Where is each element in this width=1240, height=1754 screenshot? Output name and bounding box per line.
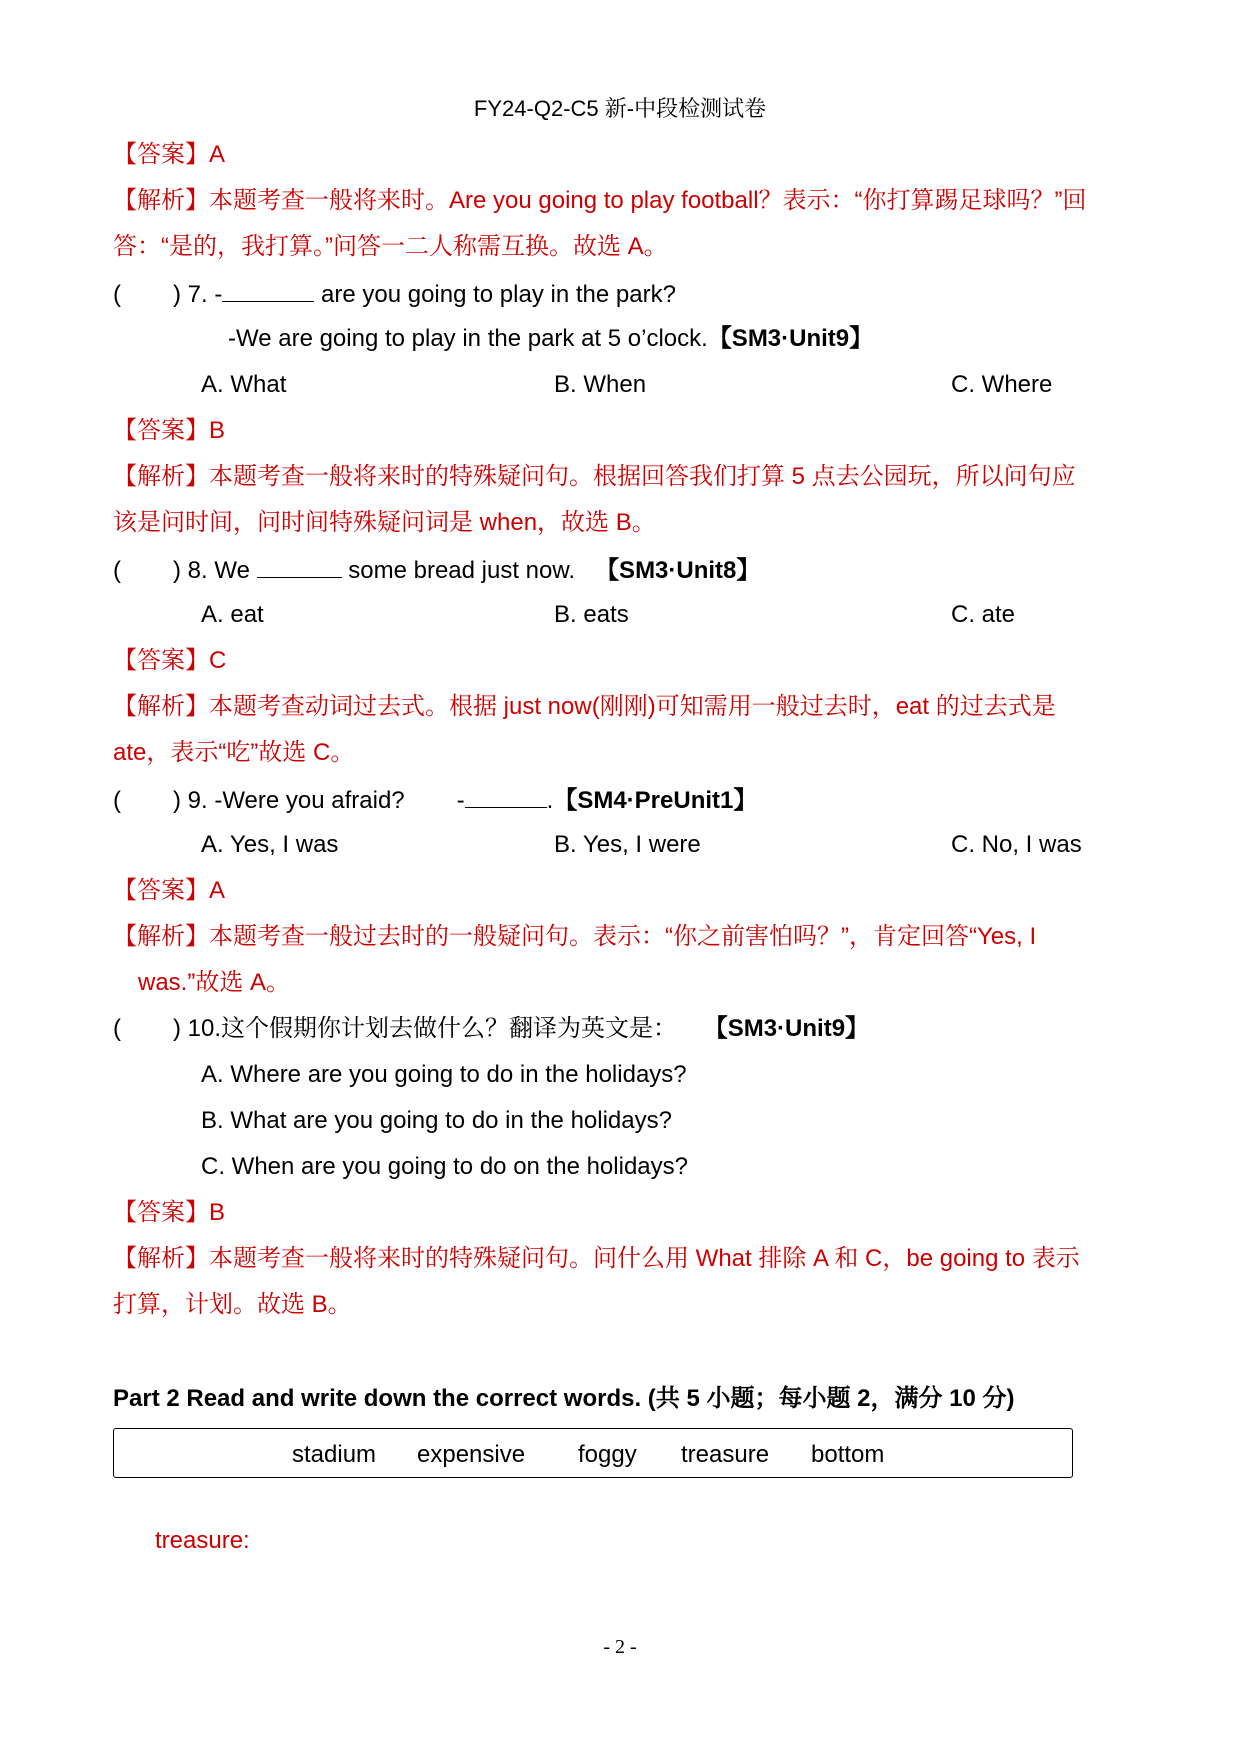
q9-analysis-line1: 【解析】本题考查一般过去时的一般疑问句。表示：“你之前害怕吗？”，肯定回答“Yes, I — [113, 923, 1037, 950]
q10-analysis-line1: 【解析】本题考查一般将来时的特殊疑问句。问什么用 What 排除 A 和 C，be going to 表示 — [113, 1245, 1080, 1272]
q8-answer: 【答案】C — [113, 647, 227, 674]
q9-unit-tag: 【SM4·PreUnit1】 — [553, 787, 758, 814]
q10-question: ( ) 10.这个假期你计划去做什么？翻译为英文是： 【SM3·Unit9】 — [113, 1015, 870, 1042]
answer-blank[interactable] — [222, 281, 314, 302]
q7-analysis-line2: 该是问时间，问时间特殊疑问词是 when，故选 B。 — [113, 509, 656, 536]
q10-analysis-line2: 打算，计划。故选 B。 — [113, 1291, 352, 1318]
answer-paren: ( — [113, 281, 121, 308]
answer-blank[interactable] — [465, 787, 547, 808]
q8-option-c: C. ate — [951, 601, 1016, 628]
q9-option-a: A. Yes, I was — [201, 831, 339, 858]
q10-option-a: A. Where are you going to do in the holidays? — [201, 1061, 687, 1088]
q8-analysis-line1: 【解析】本题考查动词过去式。根据 just now(刚刚)可知需用一般过去时，eat 的过去式是 — [113, 693, 1056, 720]
q7-analysis-line1: 【解析】本题考查一般将来时的特殊疑问句。根据回答我们打算 5 点去公园玩，所以问句应 — [113, 463, 1076, 490]
answer-blank[interactable] — [257, 557, 342, 578]
q8-option-a: A. eat — [201, 601, 264, 628]
word-bank-item: foggy — [578, 1441, 637, 1468]
part2-item-1: treasure: — [155, 1527, 250, 1554]
answer-paren: ( — [113, 557, 121, 584]
q8-unit-tag: 【SM3·Unit8】 — [595, 557, 761, 584]
q9-option-b: B. Yes, I were — [554, 831, 701, 858]
word-bank-box — [113, 1428, 1073, 1478]
q10-unit-tag: 【SM3·Unit9】 — [703, 1015, 870, 1042]
q8-option-b: B. eats — [554, 601, 629, 628]
q7-option-c: C. Where — [951, 371, 1053, 398]
q6-answer: 【答案】A — [113, 141, 226, 168]
page-header: FY24-Q2-C5 新-中段检测试卷 — [473, 96, 767, 121]
q9-option-c: C. No, I was — [951, 831, 1082, 858]
q9-question: ( ) 9. -Were you afraid? - .【SM4·PreUnit1】 — [113, 787, 758, 814]
q7-answer: 【答案】B — [113, 417, 226, 444]
q10-option-b: B. What are you going to do in the holidays? — [201, 1107, 672, 1134]
q9-analysis-line2: was.”故选 A。 — [138, 969, 291, 996]
q8-analysis-line2: ate，表示“吃”故选 C。 — [113, 739, 355, 766]
q7-question: ( ) 7. - are you going to play in the park? — [113, 281, 676, 308]
q6-analysis-line2: 答：“是的，我打算。”问答一二人称需互换。故选 A。 — [113, 233, 668, 260]
word-bank-item: stadium — [292, 1441, 377, 1468]
answer-paren: ( — [113, 1015, 121, 1042]
q10-answer: 【答案】B — [113, 1199, 226, 1226]
q6-analysis-line1: 【解析】本题考查一般将来时。Are you going to play football？表示：“你打算踢足球吗？”回 — [113, 187, 1087, 214]
q10-option-c: C. When are you going to do on the holidays? — [201, 1153, 688, 1180]
q9-answer: 【答案】A — [113, 877, 226, 904]
word-bank-item: expensive — [417, 1441, 526, 1468]
page-number: - 2 - — [603, 1636, 637, 1658]
q7-option-a: A. What — [201, 371, 287, 398]
q7-option-b: B. When — [554, 371, 647, 398]
q7-reply: -We are going to play in the park at 5 o’clock.【SM3·Unit9】 — [228, 325, 874, 352]
answer-paren: ( — [113, 787, 121, 814]
q8-question: ( ) 8. We some bread just now. 【SM3·Unit8】 — [113, 557, 761, 584]
part2-title: Part 2 Read and write down the correct words. (共 5 小题；每小题 2，满分 10 分) — [113, 1385, 1015, 1412]
q7-unit-tag: 【SM3·Unit9】 — [707, 325, 874, 352]
word-bank-item: treasure — [681, 1441, 770, 1468]
word-bank-item: bottom — [811, 1441, 885, 1468]
